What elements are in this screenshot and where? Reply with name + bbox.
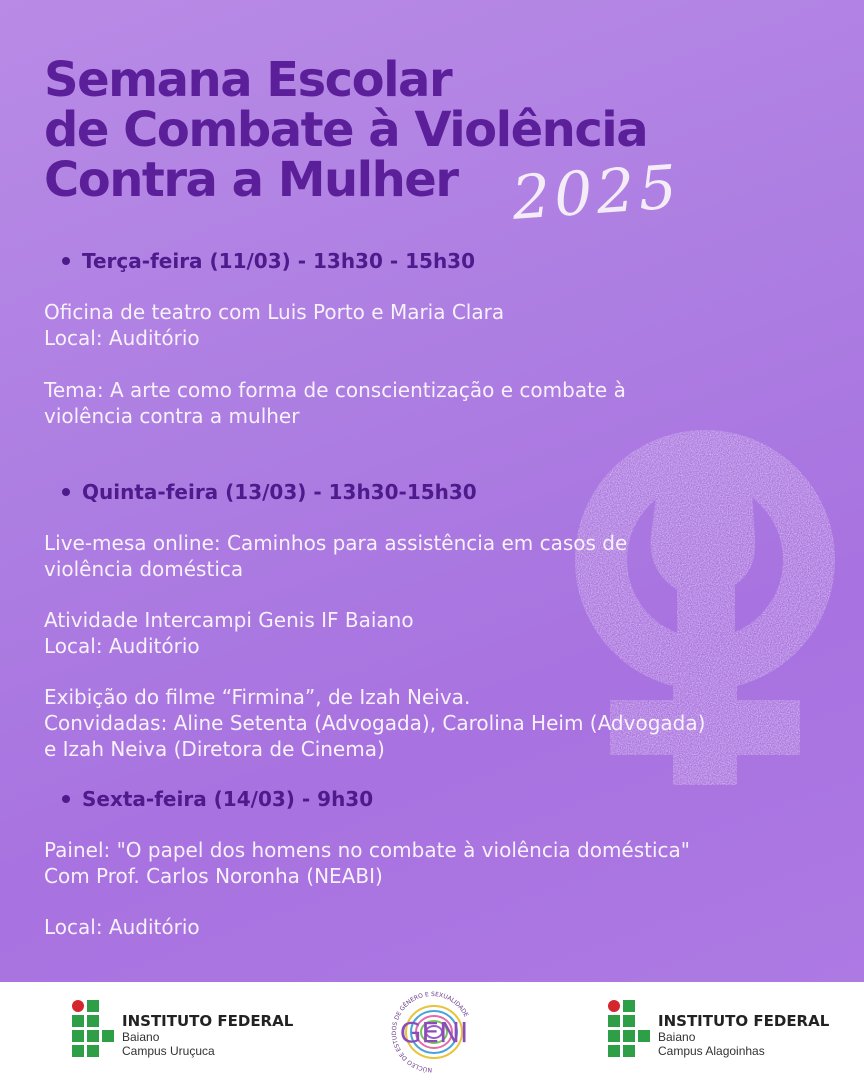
if-state: Baiano — [122, 1030, 160, 1044]
day-heading-3 — [62, 787, 373, 811]
geni-name: GENI — [399, 1016, 469, 1049]
day-heading-3-text: Sexta-feira (14/03) - 9h30 — [82, 787, 374, 811]
title-line-3: Contra a Mulher — [44, 152, 458, 208]
day2-line: Exibição do filme “Firmina”, de Izah Neiva. — [44, 685, 471, 709]
title-line-2: de Combate à Violência — [44, 102, 648, 158]
day-heading-1-text: Terça-feira (11/03) - 13h30 - 15h30 — [82, 249, 476, 273]
day2-line: e Izah Neiva (Diretora de Cinema) — [44, 737, 385, 761]
if-campus: Campus Alagoinhas — [658, 1044, 765, 1058]
day2-line: Atividade Intercampi Genis IF Baiano — [44, 608, 414, 632]
if-alagoinhas-logo — [608, 1000, 829, 1058]
day1-line: Local: Auditório — [44, 326, 200, 350]
if-name: INSTITUTO FEDERAL — [122, 1012, 294, 1030]
day1-line: Tema: A arte como forma de conscientização e combate à — [44, 378, 626, 402]
if-campus: Campus Uruçuca — [122, 1044, 215, 1058]
day1-line: violência contra a mulher — [44, 404, 300, 428]
if-uruçuca-logo — [72, 1000, 293, 1058]
day-heading-2 — [62, 480, 477, 504]
day1-line: Oficina de teatro com Luis Porto e Maria Clara — [44, 300, 505, 324]
day-heading-1 — [62, 249, 475, 273]
geni-ring-text: NÚCLEO DE ESTUDOS DE GÊNERO E SEXUALIDADE — [391, 990, 470, 1074]
if-logo-icon — [72, 1000, 114, 1057]
footer-logos — [0, 982, 864, 1080]
bullet-icon — [62, 257, 70, 265]
day3-line: Local: Auditório — [44, 915, 200, 939]
day2-line: violência doméstica — [44, 557, 244, 581]
if-logo-icon — [608, 1000, 650, 1057]
day3-line: Com Prof. Carlos Noronha (NEABI) — [44, 864, 383, 888]
day2-line: Local: Auditório — [44, 634, 200, 658]
day3-line: Painel: "O papel dos homens no combate à violência doméstica" — [44, 838, 691, 862]
day-heading-2-text: Quinta-feira (13/03) - 13h30-15h30 — [82, 480, 477, 504]
day2-line: Live-mesa online: Caminhos para assistência em casos de — [44, 531, 628, 555]
title-line-1: Semana Escolar — [44, 52, 452, 108]
bullet-icon — [62, 795, 70, 803]
year-label: 2025 — [509, 152, 683, 234]
if-name: INSTITUTO FEDERAL — [658, 1012, 830, 1030]
day2-line: Convidadas: Aline Setenta (Advogada), Carolina Heim (Advogada) — [44, 711, 706, 735]
if-state: Baiano — [658, 1030, 696, 1044]
bullet-icon — [62, 488, 70, 496]
geni-logo-icon — [380, 990, 484, 1074]
